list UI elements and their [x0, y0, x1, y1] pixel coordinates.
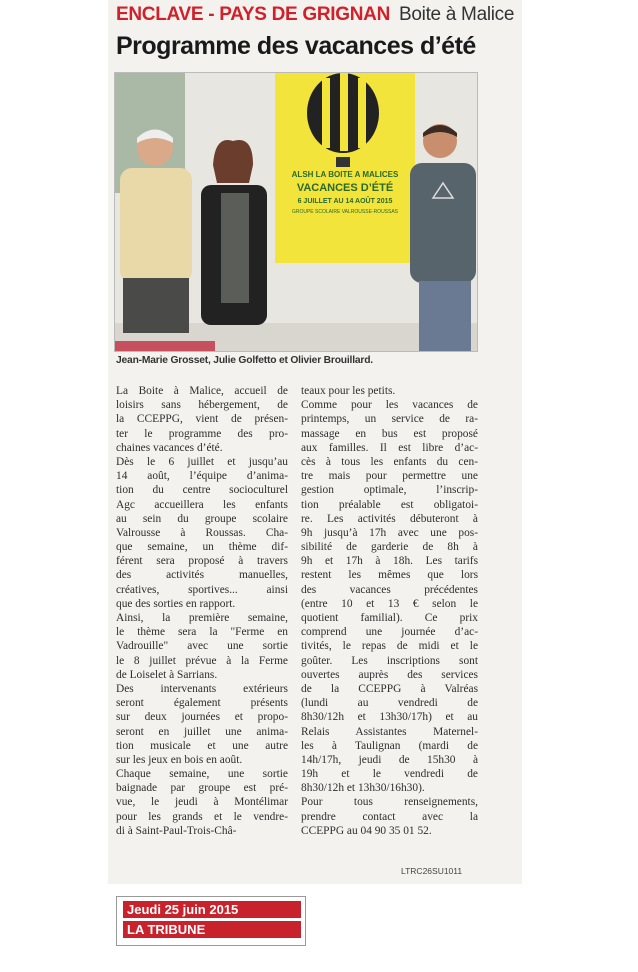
publication-date: Jeudi 25 juin 2015: [123, 901, 301, 918]
article-line: 9h et 17h à 18h. Les tarifs: [301, 555, 478, 568]
article-line: que semaine, un thème dif-: [116, 541, 288, 554]
article-line: des vacances précédentes: [301, 583, 478, 596]
article-line: gestion optimale, l’inscrip-: [301, 484, 478, 497]
article-line: seront en juillet une anima-: [116, 725, 288, 738]
article-line: tion préalable est obligatoi-: [301, 498, 478, 511]
article-line: tivités, le repas de midi et le: [301, 640, 478, 653]
reference-code: LTRC26SU1011: [401, 866, 463, 876]
article-line: 8h30/12h et 13h30/16h30).: [301, 782, 425, 795]
article-line: Chaque semaine, une sortie: [116, 768, 288, 781]
article-line: tre mais pour permettre une: [301, 470, 478, 483]
article-line: prendre contact avec la: [301, 810, 478, 823]
article-line: chaines vacances d’été.: [116, 441, 223, 454]
article-line: aux familles. Il est libre d’ac-: [301, 441, 478, 454]
poster-line-2: VACANCES D’ÉTÉ: [296, 182, 394, 194]
article-line: loisirs sans hébergement, de: [116, 399, 288, 412]
article-line: Valrousse à Roussas. Cha-: [116, 526, 288, 539]
article-line: ter le programme des pro-: [116, 427, 288, 440]
article-line: le 8 juillet prévue à la Ferme: [116, 654, 288, 667]
article-line: (entre 10 et 13 € selon le: [301, 597, 478, 610]
article-line: 14h/17h, jeudi de 15h30 à: [301, 753, 478, 766]
article-line: ouvertes auprès des services: [301, 668, 478, 681]
article-line: au sein du groupe scolaire: [116, 512, 288, 525]
newspaper-name: LA TRIBUNE: [123, 921, 301, 938]
article-line: Ainsi, la première semaine,: [116, 612, 288, 624]
article-line: tion du centre socioculturel: [116, 484, 288, 497]
article-line: férent sera proposé à travers: [116, 555, 288, 568]
article-line: la CCEPPG, vient de présen-: [116, 413, 288, 426]
article-line: Dès le 6 juillet et jusqu’au: [116, 455, 288, 468]
article-line: Pour tous renseignements,: [301, 796, 478, 809]
article-line: massage en bus est proposé: [301, 427, 478, 440]
article-line: Relais Assistantes Maternel-: [301, 725, 478, 738]
article-line: CCEPPG au 04 90 35 01 52.: [301, 824, 432, 837]
article-line: de Loiselet à Sarrians.: [116, 668, 218, 681]
article-line: créatives, sportives... ainsi: [116, 583, 288, 596]
article-line: pour les grands et le vendre-: [116, 810, 288, 823]
article-headline: Programme des vacances d’été: [116, 32, 476, 60]
article-line: cès à tous les enfants du cen-: [301, 455, 478, 468]
article-line: 8h30/12h et 13h30/17h) et au: [301, 711, 478, 724]
article-line: (lundi au vendredi de: [301, 697, 478, 710]
article-line: sur deux journées et propo-: [116, 711, 288, 724]
article-line: Des intervenants extérieurs: [116, 682, 288, 695]
article-column-right: [301, 384, 478, 838]
article-line: Vadrouille" avec une sortie: [116, 640, 288, 653]
article-column-left: [116, 384, 288, 838]
article-line: re. Les activités débuteront à: [301, 512, 478, 525]
poster: [275, 73, 415, 263]
article-line: des activités manuelles,: [116, 569, 288, 582]
publication-footer: [116, 896, 306, 946]
poster-line-3: 6 JUILLET AU 14 AOÛT 2015: [297, 198, 393, 205]
article-line: restent les mêmes que lors: [301, 569, 478, 582]
article-line: comprend une journée d’ac-: [301, 626, 478, 639]
article-line: tion musicale et une autre: [116, 739, 288, 752]
article-line: teaux pour les petits.: [301, 385, 396, 397]
article-line: le thème sera la "Ferme en: [116, 626, 288, 639]
article-line: seront également présents: [116, 697, 288, 710]
article-line: goûter. Les inscriptions sont: [301, 654, 478, 667]
article-line: les à Taulignan (mardi de: [301, 739, 478, 752]
article-line: baignade par groupe est pré-: [116, 782, 288, 795]
article-line: vue, le jeudi à Montélimar: [116, 796, 288, 809]
article-line: di à Saint-Paul-Trois-Châ-: [116, 824, 237, 837]
article-line: printemps, un service de ra-: [301, 413, 478, 426]
article-line: quotient familial). Ce prix: [301, 612, 478, 624]
section-kicker: [116, 4, 514, 26]
photo-caption: Jean-Marie Grosset, Julie Golfetto et Olivier Brouillard.: [116, 355, 373, 366]
article-photo: [114, 72, 478, 352]
article-line: La Boite à Malice, accueil de: [116, 385, 288, 397]
article-line: Comme pour les vacances de: [301, 399, 478, 412]
article-line: 19h et le vendredi de: [301, 768, 478, 781]
kicker-location: ENCLAVE - PAYS DE GRIGNAN: [116, 4, 391, 25]
kicker-subject: Boite à Malice: [399, 4, 515, 25]
article-line: Agc accueillera les enfants: [116, 498, 288, 511]
article-line: 9h jusqu’à 17h avec une pos-: [301, 526, 478, 539]
article-line: sibilité de garderie de 8h à: [301, 541, 478, 554]
poster-line-4: GROUPE SCOLAIRE VALROUSSE-ROUSSAS: [291, 209, 399, 215]
article-line: de la CCEPPG à Valréas: [301, 682, 478, 695]
article-line: 14 août, l’équipe d’anima-: [116, 470, 288, 483]
article-line: que des sorties en rapport.: [116, 597, 236, 610]
poster-line-1: ALSH LA BOITE A MALICES: [291, 170, 399, 179]
article-line: sur les jeux en bois en août.: [116, 753, 243, 766]
